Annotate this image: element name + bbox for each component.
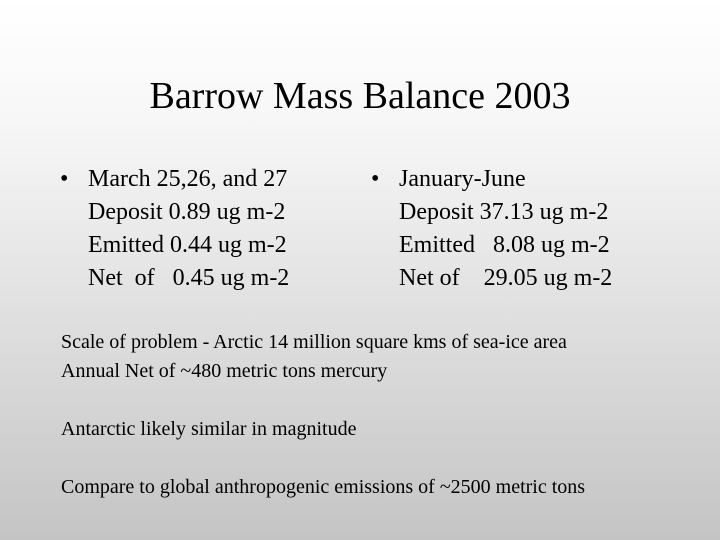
- spacer: [61, 386, 585, 415]
- right-net-line: Net of 29.05 ug m-2: [399, 265, 613, 291]
- left-emitted-line: Emitted 0.44 ug m-2: [88, 232, 287, 258]
- bullet-icon: •: [371, 166, 380, 192]
- left-bullet-item: [60, 163, 289, 196]
- compare-emissions-line: Compare to global anthropogenic emissions of ~2500 metric tons: [61, 476, 586, 498]
- left-net-line: Net of 0.45 ug m-2: [88, 265, 290, 291]
- antarctic-line: Antarctic likely similar in magnitude: [61, 418, 357, 440]
- bullet-icon: •: [60, 166, 69, 192]
- right-emitted-line: Emitted 8.08 ug m-2: [399, 232, 610, 258]
- slide-title: Barrow Mass Balance 2003: [149, 75, 571, 117]
- slide-body: [61, 328, 585, 502]
- annual-net-line: Annual Net of ~480 metric tons mercury: [61, 360, 388, 382]
- right-bullet-item: [371, 163, 612, 196]
- left-column-heading: March 25,26, and 27: [88, 166, 288, 192]
- spacer: [61, 444, 585, 473]
- left-deposit-line: Deposit 0.89 ug m-2: [88, 199, 286, 225]
- left-column: [60, 163, 289, 295]
- scale-of-problem-line: Scale of problem - Arctic 14 million square kms of sea-ice area: [61, 331, 567, 353]
- right-deposit-line: Deposit 37.13 ug m-2: [399, 199, 609, 225]
- right-column: [371, 163, 612, 295]
- right-column-heading: January-June: [399, 166, 526, 192]
